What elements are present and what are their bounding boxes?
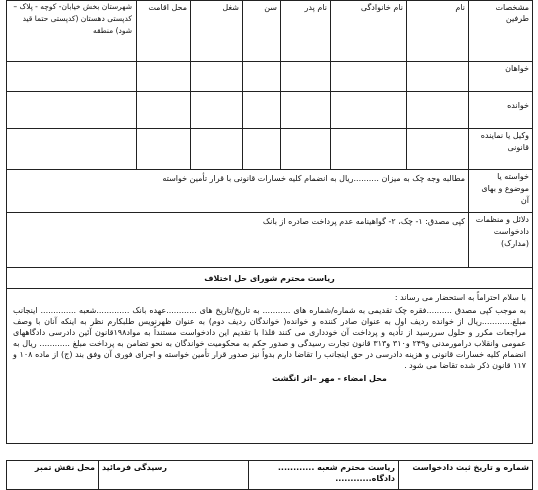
council-body-cell <box>7 289 533 444</box>
job-header: شغل <box>191 1 243 62</box>
claim-label: خواسته یا موضوع و بهای آن <box>469 170 533 213</box>
footer-table <box>6 460 533 490</box>
plaintiff-father-cell[interactable] <box>281 62 331 92</box>
defendant-address-cell[interactable] <box>7 92 137 129</box>
representative-name-cell[interactable] <box>407 129 469 170</box>
council-title: ریاست محترم شورای حل اختلاف <box>7 268 533 289</box>
claim-text[interactable]: مطالبه وجه چک به میزان ..........ریال به انضمام کلیه خسارات قانونی با قرار تأمین خواسته <box>7 170 469 213</box>
representative-age-cell[interactable] <box>243 129 281 170</box>
plaintiff-residence-cell[interactable] <box>137 62 191 92</box>
residence-header: محل اقامت <box>137 1 191 62</box>
defendant-label: خوانده <box>469 92 533 129</box>
signature-label: محل امضاء - مهر –اثر انگشت <box>272 374 387 383</box>
council-body-text: به موجب کپی مصدق ..........فقره چک تقدیمی به شماره/شماره های ........... به تاریخ/تاریخ های ............عهده بانک .............شعبه .............. اینجانب مبلغ............ریال از خوانده ردیف اول به عنوان صادر کننده و خوانده( خواندگان ردیف دوم) به عنوان ظهرنویس طلبکارم نظر به اینکه آنان با وصف مراجعات مکرر و حلول سررسید از تأدیه و پرداخت آن خودداری می کنند فلذا با تقدیم این دادخواست مستنداً به مواد۱۹۸قانون آئین دادرسی دادگاههای عمومی وانقلاب درامورمدنی و۲۴۹ و۳۱۰ و۳۱۳ قانون تجارت رسیدگی و صدور حکم به محکومیت خواندگان به نحو تضامن به پرداخت مبلغ ............ ریال به انضمام کلیه خسارات قانونی و هزینه دادرسی در حق اینجانب را تقاضا دارم بدواً نیز صدور قرار تأمین خواسته و اجرای فوری آن وفق بند (ج) از ماده ۱۰۸ و ۱۱۷ قانون ذکر شده تقاضا می شود . <box>13 306 527 370</box>
father-name-header: نام پدر <box>281 1 331 62</box>
representative-row <box>7 129 533 170</box>
receipt-cell[interactable]: رسیدگی فرمائید <box>99 461 249 490</box>
representative-father-cell[interactable] <box>281 129 331 170</box>
family-name-header: نام خانوادگی <box>331 1 407 62</box>
branch-cell[interactable]: ریاست محترم شعبه ............ دادگاه............ <box>249 461 399 490</box>
plaintiff-address-cell[interactable] <box>7 62 137 92</box>
parties-spec-header: مشخصات طرفین <box>469 1 533 62</box>
defendant-residence-cell[interactable] <box>137 92 191 129</box>
plaintiff-name-cell[interactable] <box>407 62 469 92</box>
representative-job-cell[interactable] <box>191 129 243 170</box>
representative-family-cell[interactable] <box>331 129 407 170</box>
evidence-row <box>7 213 533 268</box>
defendant-name-cell[interactable] <box>407 92 469 129</box>
age-header: سن <box>243 1 281 62</box>
footer-row <box>7 461 533 490</box>
council-title-row <box>7 268 533 289</box>
council-body-row <box>7 289 533 444</box>
representative-label: وکیل یا نماینده قانونی <box>469 129 533 170</box>
plaintiff-label: خواهان <box>469 62 533 92</box>
petition-table <box>6 0 533 444</box>
evidence-label: دلائل و منظمات دادخواست (مدارک) <box>469 213 533 268</box>
council-greeting: با سلام احتراماً به استحضار می رساند : <box>394 293 526 302</box>
plaintiff-age-cell[interactable] <box>243 62 281 92</box>
representative-address-cell[interactable] <box>7 129 137 170</box>
header-row <box>7 1 533 62</box>
evidence-text[interactable]: کپی مصدق: ۱- چک، ۲- گواهینامه عدم پرداخت صادره از بانک <box>7 213 469 268</box>
plaintiff-family-cell[interactable] <box>331 62 407 92</box>
defendant-age-cell[interactable] <box>243 92 281 129</box>
claim-row <box>7 170 533 213</box>
stamp-cell: محل نقش تمبر <box>7 461 99 490</box>
defendant-job-cell[interactable] <box>191 92 243 129</box>
representative-residence-cell[interactable] <box>137 129 191 170</box>
registration-cell[interactable]: شماره و تاریخ ثبت دادخواست <box>399 461 533 490</box>
plaintiff-row <box>7 62 533 92</box>
plaintiff-job-cell[interactable] <box>191 62 243 92</box>
name-header: نام <box>407 1 469 62</box>
defendant-row <box>7 92 533 129</box>
defendant-father-cell[interactable] <box>281 92 331 129</box>
defendant-family-cell[interactable] <box>331 92 407 129</box>
address-header: شهرستان بخش خیابان- کوچه - پلاک – کدپستی دهستان (کدپستی حتما قید شود) منطقه <box>7 1 137 62</box>
